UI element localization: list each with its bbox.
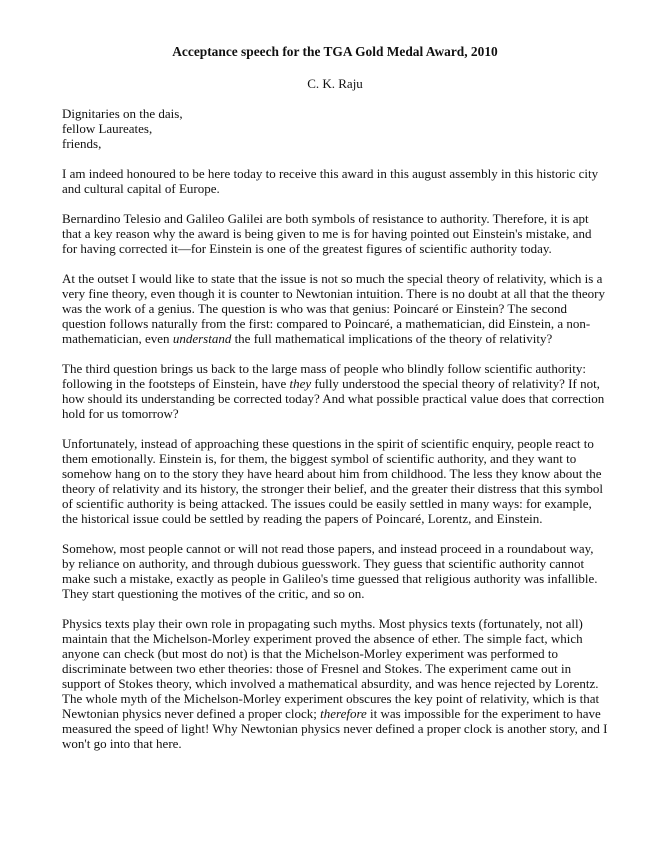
emphasized-word: therefore (320, 706, 367, 721)
paragraph-text: the full mathematical implications of the theory of relativity? (231, 331, 553, 346)
paragraph-telesio-galileo: Bernardino Telesio and Galileo Galilei are both symbols of resistance to authority. Therefore, it is apt that a key reason why the award is being given to me is for having pointed out Einstein's mistake, and for having corrected it—for Einstein is one of the greatest figures of scientific authority today. (62, 211, 592, 256)
emphasized-word: they (289, 376, 312, 391)
salutation-line: friends, (62, 136, 102, 151)
emphasized-word: understand (172, 331, 232, 346)
document-author: C. K. Raju (307, 76, 363, 91)
paragraph-text: fully understood the special theory of relativity? If not, how should its understanding be corrected today? And what possible practical value does that correction hold for us tomorrow? (62, 376, 605, 421)
paragraph-honoured: I am indeed honoured to be here today to receive this award in this august assembly in this historic city and cultural capital of Europe. (62, 166, 599, 196)
salutation-line: Dignitaries on the dais, (62, 106, 183, 121)
paragraph-poincare-einstein (62, 271, 608, 346)
document-title: Acceptance speech for the TGA Gold Medal Award, 2010 (172, 44, 498, 59)
paragraph-text: Physics texts play their own role in propagating such myths. Most physics texts (fortunately, not all) maintain that the Michelson-Morley experiment proved the absence of ether. The simple fact, which anyone can check (but most do not) is that the Michelson-Morley experiment was performed to discriminate between two ether theories: those of Fresnel and Stokes. The experiment came out in support of Stokes theory, which involved a mathematical absurdity, and was hence rejected by Lorentz. The whole myth of the Michelson-Morley experiment obscures the key point of relativity, which is that Newtonian physics never defined a proper clock; (62, 616, 600, 721)
paragraph-text: it was impossible for the experiment to have measured the speed of light! Why Newtonian physics never defined a proper clock is another story, and I won't go into that here. (62, 706, 608, 751)
salutation-line: fellow Laureates, (62, 121, 153, 136)
paragraph-third-question (62, 361, 608, 421)
salutation-block (62, 106, 608, 151)
paragraph-text: At the outset I would like to state that the issue is not so much the special theory of relativity, which is a very fine theory, even though it is counter to Newtonian intuition. There is no doubt at all that the theory was the work of a genius. The question is who was that genius: Poincaré or Einstein? The second question follows naturally from the first: compared to Poincaré, a mathematician, did Einstein, a non-mathematician, even (62, 271, 605, 346)
paragraph-physics-texts (62, 616, 608, 751)
paragraph-reliance-on-authority: Somehow, most people cannot or will not read those papers, and instead proceed in a roundabout way, by reliance on authority, and through dubious guesswork. They guess that scientific authority cannot make such a mistake, exactly as people in Galileo's time guessed that religious authority was infallible. They start questioning the motives of the critic, and so on. (62, 541, 598, 601)
paragraph-emotional-reaction: Unfortunately, instead of approaching these questions in the spirit of scientific enquiry, people react to them emotionally. Einstein is, for them, the biggest symbol of scientific authority, and they want to somehow hang on to the story they have heard about him from childhood. The less they know about the theory of relativity and its history, the stronger their belief, and the greater their distress that this symbol of scientific authority is being attacked. The issues could be easily settled in many ways: for example, the historical issue could be settled by reading the papers of Poincaré, Lorentz, and Einstein. (62, 436, 604, 526)
paragraph-text: The third question brings us back to the large mass of people who blindly follow scientific authority: following in the footsteps of Einstein, have (62, 361, 586, 391)
